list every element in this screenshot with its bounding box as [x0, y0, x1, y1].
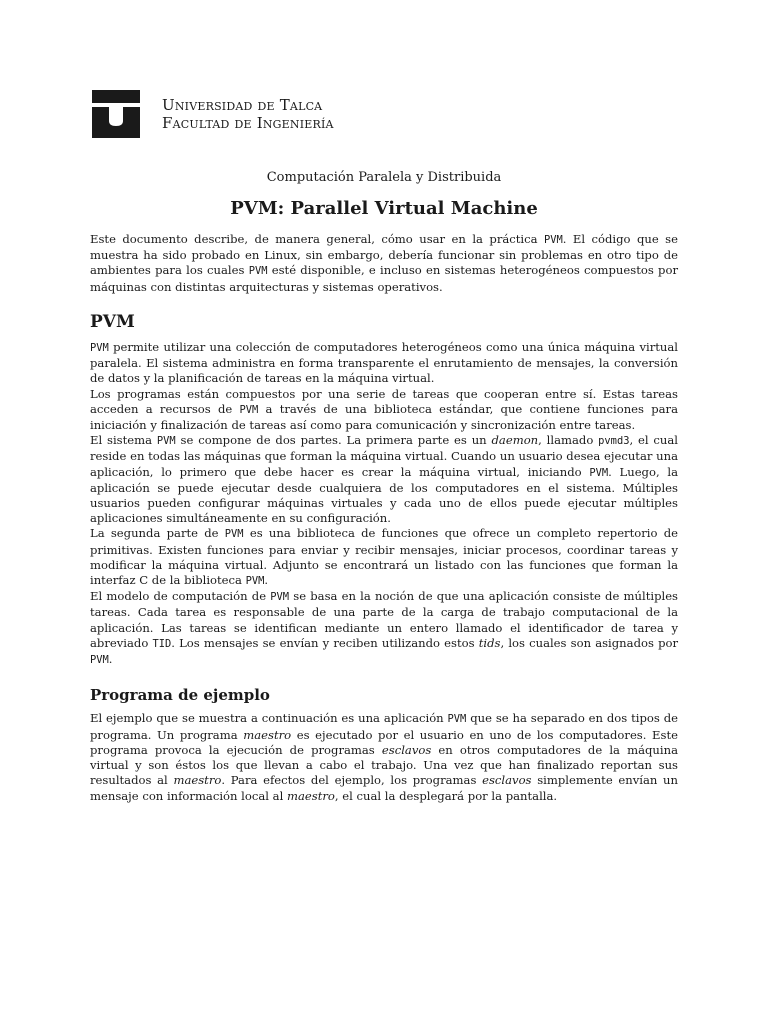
emphasis-run: daemon [491, 433, 539, 448]
paragraph [90, 526, 678, 589]
emphasis-run: esclavos [482, 773, 532, 788]
code-run: PVM [90, 654, 109, 667]
text-run: . Luego, la aplicación se puede ejecutar desde cualquiera de los computadores en el sistema. Múltiples usuarios pueden configurar máquinas virtuales y cada uno de ellos puede ejecutar múltiples aplicaciones simultáneamente en su configuración. [90, 464, 678, 526]
university-logo-icon [92, 90, 140, 138]
text-run: . [108, 652, 113, 667]
text-run: El sistema [90, 433, 157, 448]
text-run: El modelo de computación de [90, 589, 271, 604]
text-run: . Los mensajes se envían y reciben utilizando estos [171, 635, 479, 650]
text-run: es una biblioteca de funciones que ofrece un completo repertorio de primitivas. Existen funciones para enviar y recibir mensajes, iniciar procesos, coordinar tareas y modificar la máquina virtual. Adjunto se encontrará un listado con las funciones que forman la interfaz C de la biblioteca [90, 526, 678, 588]
institution-name [162, 96, 334, 132]
text-run: Este documento describe, de manera general, cómo usar en la práctica [90, 232, 544, 246]
code-run: pvmd3 [598, 435, 630, 448]
code-run: PVM [589, 466, 609, 479]
emphasis-run: esclavos [381, 742, 432, 757]
course-name: Computación Paralela y Distribuida [266, 170, 502, 185]
paragraph [90, 387, 678, 434]
text-run: en otros computadores de la máquina virtual y son éstos los que llevan a cabo el trabajo. Una vez que han finalizado reportan sus resultados al [90, 742, 678, 788]
text-run: . [264, 573, 269, 588]
code-run: TID [152, 637, 172, 650]
text-run: a través de una biblioteca estándar, que contiene funciones para iniciación y finalización de tareas así como para comunicación y sincronización entre tareas. [90, 401, 679, 433]
emphasis-run: maestro [286, 788, 335, 803]
text-run: , el cual reside en todas las máquinas que forman la máquina virtual. Cuando un usuario desea ejecutar una aplicación, lo primero que debe hacer es crear la máquina virtual, iniciando [90, 433, 678, 479]
document-header [92, 90, 692, 138]
text-run: se compone de dos partes. La primera parte es un [175, 433, 492, 448]
section-heading-pvm: PVM [90, 311, 135, 332]
code-run: PVM [447, 713, 467, 726]
text-run: permite utilizar una colección de computadores heterogéneos como una única máquina virtual paralela. El sistema administra en forma transparente el enrutamiento de mensajes, la conversión de datos y la planificación de tareas en la máquina virtual. [90, 340, 678, 386]
document-title: PVM: Parallel Virtual Machine [230, 198, 538, 219]
text-run: Los programas están compuestos por una serie de tareas que cooperan entre sí. Estas tareas acceden a recursos de [90, 386, 678, 416]
text-run: , el cual la desplegará por la pantalla. [334, 788, 558, 803]
text-run: La segunda parte de [90, 526, 225, 541]
paragraph [90, 433, 678, 526]
emphasis-run: tids [478, 635, 501, 650]
paragraph [90, 340, 678, 387]
code-run: PVM [224, 528, 244, 541]
text-run: . Para efectos del ejemplo, los programas [221, 773, 483, 788]
text-run: esté disponible, e incluso en sistemas heterogéneos compuestos por máquinas con distintas arquitecturas y sistemas operativos. [90, 263, 678, 294]
document-body [90, 232, 678, 804]
text-run: que se ha separado en dos tipos de programa. Un programa [90, 711, 679, 742]
code-run: PVM [239, 403, 259, 416]
text-run: , llamado [538, 433, 599, 448]
code-run: PVM [270, 591, 290, 604]
text-run: El ejemplo que se muestra a continuación es una aplicación [90, 711, 448, 726]
code-run: PVM [543, 234, 563, 246]
text-run: , los cuales son asignados por [500, 635, 679, 650]
code-run: PVM [245, 575, 265, 588]
text-run: es ejecutado por el usuario en uno de los computadores. Este programa provoca la ejecución de programas [90, 727, 678, 757]
section-heading-example: Programa de ejemplo [90, 686, 270, 705]
intro-paragraph [90, 232, 678, 295]
text-run: . El código que se muestra ha sido probado en Linux, sin embargo, debería funcionar sin problemas en otro tipo de ambientes para los cuales [90, 232, 678, 278]
faculty-name: Facultad de Ingeniería [162, 114, 334, 132]
emphasis-run: maestro [173, 773, 222, 788]
text-run: se basa en la noción de que una aplicación consiste de múltiples tareas. Cada tarea es responsable de una parte de la carga de trabajo computacional de la aplicación. Las tareas se identifican mediante un entero llamado el identificador de tarea y abreviado [90, 589, 679, 650]
text-run: simplemente envían un mensaje con información local al [90, 773, 678, 803]
code-run: PVM [248, 265, 268, 278]
university-name: Universidad de Talca [162, 96, 323, 114]
paragraph [90, 711, 678, 803]
code-run: PVM [156, 435, 176, 448]
code-run: PVM [90, 342, 109, 355]
emphasis-run: maestro [243, 727, 292, 742]
paragraph [90, 589, 678, 668]
